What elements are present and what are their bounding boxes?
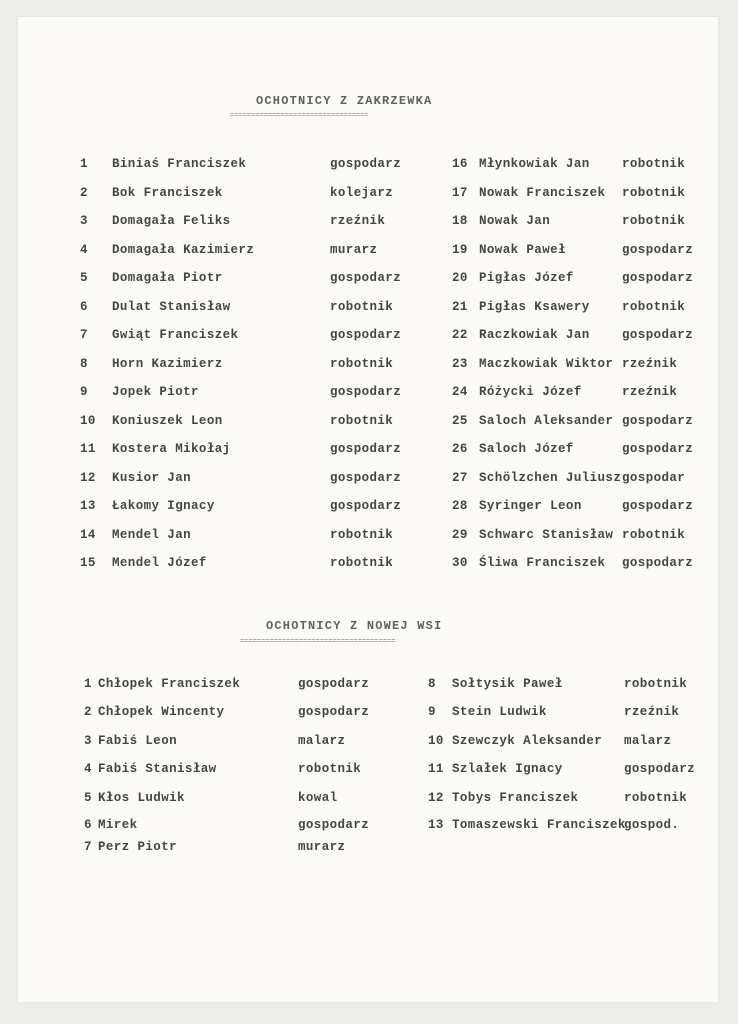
entry-name: Kłos Ludwik <box>98 790 185 805</box>
entry-name: Sołtysik Paweł <box>452 677 563 691</box>
entry-name: Domagała Kazimierz <box>112 242 255 257</box>
entry-number: 11 <box>80 442 96 456</box>
entry-occupation: robotnik <box>622 185 686 200</box>
entry-number: 18 <box>452 214 468 228</box>
entry-name: Domagała Piotr <box>112 271 223 285</box>
entry-number: 14 <box>80 527 96 542</box>
entry-occupation: robotnik <box>298 762 362 776</box>
entry-number: 4 <box>84 762 92 776</box>
entry-name: Schwarc Stanisław <box>479 527 614 542</box>
entry-number: 5 <box>84 790 92 805</box>
entry-name: Nowak Jan <box>479 214 551 228</box>
entry-number: 15 <box>80 556 96 570</box>
entry-occupation: malarz <box>298 733 346 748</box>
entry-occupation: gospodarz <box>298 677 370 691</box>
entry-number: 12 <box>428 790 444 805</box>
entry-occupation: gospodarz <box>622 442 694 456</box>
entry-occupation: robotnik <box>624 790 688 805</box>
entry-occupation: robotnik <box>622 299 686 314</box>
entry-name: Fabiś Leon <box>98 733 178 748</box>
entry-number: 5 <box>80 271 88 285</box>
entry-name: Mendel Józef <box>112 556 207 570</box>
entry-number: 24 <box>452 385 468 399</box>
entry-occupation: robotnik <box>330 413 394 428</box>
entry-number: 9 <box>80 385 88 399</box>
entry-occupation: gospodar <box>622 470 686 485</box>
entry-occupation: robotnik <box>622 214 686 228</box>
entry-number: 9 <box>428 705 436 719</box>
entry-name: Dulat Stanisław <box>112 299 231 314</box>
entry-name: Kostera Mikołaj <box>112 442 231 456</box>
entry-occupation: murarz <box>330 242 378 257</box>
entry-number: 2 <box>80 185 88 200</box>
entry-number: 3 <box>80 214 88 228</box>
entry-number: 10 <box>428 733 444 748</box>
entry-occupation: gospodarz <box>622 271 694 285</box>
title-underline-nowa-wies: ===================================== <box>240 638 396 646</box>
entry-number: 27 <box>452 470 468 485</box>
entry-occupation: rzeźnik <box>622 385 678 399</box>
entry-name: Fabiś Stanisław <box>98 762 217 776</box>
entry-number: 11 <box>428 762 444 776</box>
entry-occupation: gospodarz <box>298 818 370 832</box>
entry-name: Schölzchen Juliusz <box>479 470 622 485</box>
entry-name: Horn Kazimierz <box>112 356 223 371</box>
entry-occupation: gospodarz <box>330 157 402 171</box>
entry-occupation: robotnik <box>330 556 394 570</box>
section-title-nowa-wies: OCHOTNICY Z NOWEJ WSI <box>266 619 443 633</box>
entry-occupation: malarz <box>624 733 672 748</box>
entry-number: 8 <box>428 677 436 691</box>
entry-occupation: robotnik <box>330 299 394 314</box>
entry-number: 17 <box>452 185 468 200</box>
entry-occupation: murarz <box>298 839 346 854</box>
entry-number: 21 <box>452 299 468 314</box>
entry-name: Młynkowiak Jan <box>479 157 590 171</box>
entry-occupation: rzeźnik <box>624 705 680 719</box>
entry-number: 7 <box>84 839 92 854</box>
entry-occupation: robotnik <box>330 527 394 542</box>
entry-name: Kusior Jan <box>112 470 192 485</box>
entry-number: 6 <box>84 818 92 832</box>
entry-name: Domagała Feliks <box>112 214 231 228</box>
entry-number: 23 <box>452 356 468 371</box>
entry-number: 1 <box>84 677 92 691</box>
section-title-zakrzewko: OCHOTNICY Z ZAKRZEWKA <box>256 94 433 108</box>
entry-occupation: rzeźnik <box>622 356 678 371</box>
entry-number: 1 <box>80 157 88 171</box>
entry-number: 16 <box>452 157 468 171</box>
entry-name: Chłopek Franciszek <box>98 677 241 691</box>
entry-number: 29 <box>452 527 468 542</box>
entry-name: Gwiąt Franciszek <box>112 328 239 342</box>
entry-number: 8 <box>80 356 88 371</box>
entry-name: Szlałek Ignacy <box>452 762 563 776</box>
document-page <box>18 17 718 1002</box>
entry-name: Stein Ludwik <box>452 705 547 719</box>
entry-name: Jopek Piotr <box>112 385 199 399</box>
entry-name: Biniaś Franciszek <box>112 157 247 171</box>
entry-name: Nowak Paweł <box>479 242 566 257</box>
entry-occupation: gospodarz <box>330 470 402 485</box>
entry-name: Mirek <box>98 818 138 832</box>
entry-number: 26 <box>452 442 468 456</box>
entry-number: 20 <box>452 271 468 285</box>
entry-name: Różycki Józef <box>479 385 582 399</box>
entry-name: Pigłas Ksawery <box>479 299 590 314</box>
entry-name: Tobys Franciszek <box>452 790 579 805</box>
entry-number: 30 <box>452 556 468 570</box>
entry-name: Saloch Józef <box>479 442 574 456</box>
entry-number: 13 <box>80 499 96 513</box>
entry-name: Łakomy Ignacy <box>112 499 215 513</box>
entry-occupation: gospodarz <box>330 499 402 513</box>
entry-number: 6 <box>80 299 88 314</box>
entry-occupation: gospodarz <box>622 413 694 428</box>
title-underline-zakrzewko: ================================= <box>230 112 369 120</box>
entry-name: Perz Piotr <box>98 839 178 854</box>
entry-number: 12 <box>80 470 96 485</box>
entry-occupation: gospodarz <box>622 328 694 342</box>
entry-number: 13 <box>428 818 444 832</box>
entry-name: Śliwa Franciszek <box>479 556 606 570</box>
entry-number: 25 <box>452 413 468 428</box>
entry-name: Mendel Jan <box>112 527 192 542</box>
entry-name: Raczkowiak Jan <box>479 328 590 342</box>
entry-number: 22 <box>452 328 468 342</box>
entry-number: 19 <box>452 242 468 257</box>
entry-occupation: gospodarz <box>330 442 402 456</box>
entry-name: Maczkowiak Wiktor <box>479 356 614 371</box>
entry-name: Bok Franciszek <box>112 185 223 200</box>
entry-occupation: gospodarz <box>330 328 402 342</box>
entry-occupation: gospod. <box>624 818 680 832</box>
entry-name: Chłopek Wincenty <box>98 705 225 719</box>
entry-occupation: robotnik <box>330 356 394 371</box>
entry-occupation: gospodarz <box>330 271 402 285</box>
entry-number: 7 <box>80 328 88 342</box>
entry-occupation: kowal <box>298 790 338 805</box>
entry-number: 10 <box>80 413 96 428</box>
entry-occupation: rzeźnik <box>330 214 386 228</box>
entry-name: Pigłas Józef <box>479 271 574 285</box>
entry-number: 28 <box>452 499 468 513</box>
entry-occupation: gospodarz <box>330 385 402 399</box>
entry-occupation: gospodarz <box>622 556 694 570</box>
entry-name: Nowak Franciszek <box>479 185 606 200</box>
entry-occupation: gospodarz <box>622 499 694 513</box>
entry-occupation: gospodarz <box>622 242 694 257</box>
entry-name: Syringer Leon <box>479 499 582 513</box>
entry-number: 2 <box>84 705 92 719</box>
entry-name: Saloch Aleksander <box>479 413 614 428</box>
entry-name: Koniuszek Leon <box>112 413 223 428</box>
entry-occupation: robotnik <box>624 677 688 691</box>
entry-name: Szewczyk Aleksander <box>452 733 603 748</box>
entry-number: 3 <box>84 733 92 748</box>
entry-occupation: robotnik <box>622 527 686 542</box>
entry-occupation: gospodarz <box>298 705 370 719</box>
entry-occupation: gospodarz <box>624 762 696 776</box>
entry-occupation: kolejarz <box>330 185 394 200</box>
entry-occupation: robotnik <box>622 157 686 171</box>
entry-name: Tomaszewski Franciszek <box>452 818 626 832</box>
entry-number: 4 <box>80 242 88 257</box>
